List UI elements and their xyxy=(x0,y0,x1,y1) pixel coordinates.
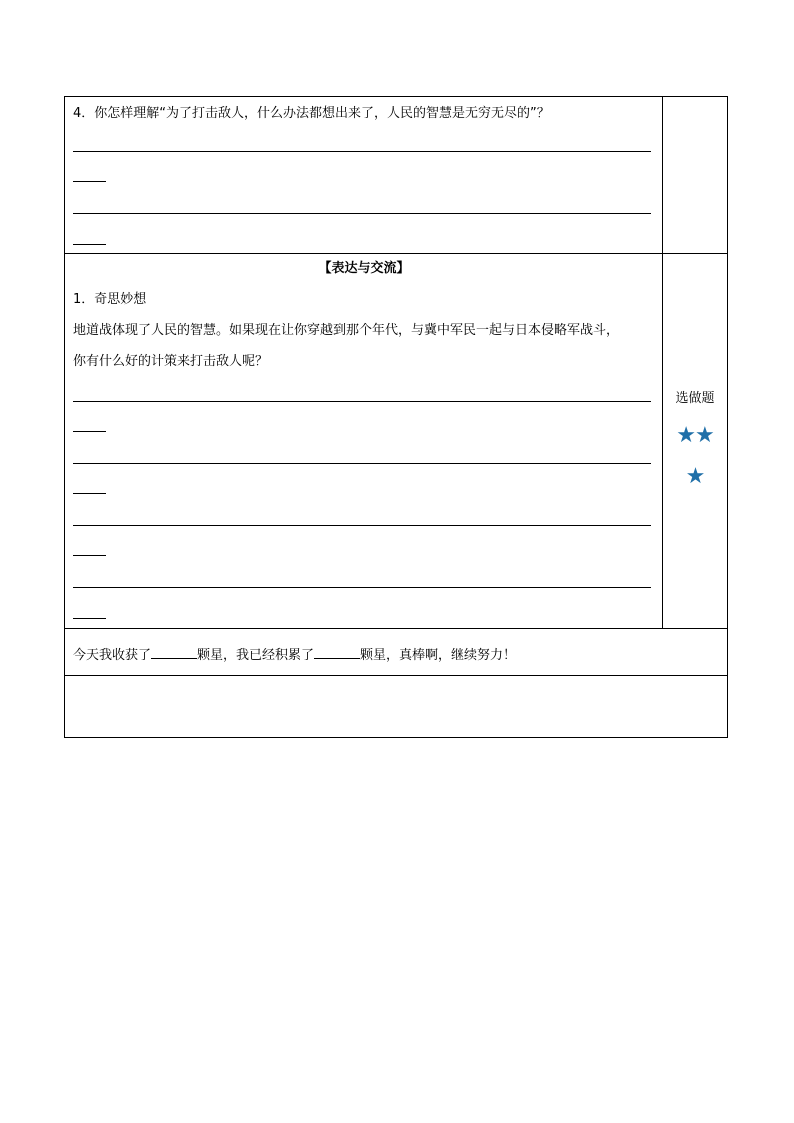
item-title-text: 奇思妙想 xyxy=(94,292,147,307)
answer-line-end[interactable] xyxy=(73,181,106,182)
summary-part-2: 颗星，我已经积累了 xyxy=(197,648,315,663)
expression-cell xyxy=(65,254,663,628)
answer-line[interactable] xyxy=(73,151,651,152)
answer-line-end[interactable] xyxy=(73,431,106,432)
answer-line[interactable] xyxy=(73,587,651,588)
prompt-line-1: 地道战体现了人民的智慧。如果现在让你穿越到那个年代，与冀中军民一起与日本侵略军战斗， xyxy=(73,323,620,338)
section-heading: 【表达与交流】 xyxy=(318,261,410,276)
item-number: 1． xyxy=(73,292,95,307)
expression-row xyxy=(65,254,727,629)
optional-label: 选做题 xyxy=(675,391,715,406)
question-4-row xyxy=(65,97,727,254)
question-4-side-cell xyxy=(663,97,727,253)
summary-part-1: 今天我收获了 xyxy=(73,648,152,663)
stars-earned-blank[interactable] xyxy=(151,644,197,659)
empty-row xyxy=(65,676,727,737)
prompt-line-2: 你有什么好的计策来打击敌人呢？ xyxy=(73,354,269,369)
answer-line-end[interactable] xyxy=(73,493,106,494)
answer-line-end[interactable] xyxy=(73,555,106,556)
worksheet-table xyxy=(64,96,728,738)
answer-line[interactable] xyxy=(73,401,651,402)
answer-line[interactable] xyxy=(73,463,651,464)
item-title xyxy=(73,291,146,309)
question-4-text xyxy=(73,105,550,123)
answer-line-end[interactable] xyxy=(73,618,106,619)
star-icon-row-2: ★ xyxy=(685,464,705,489)
question-4-number: 4． xyxy=(73,106,95,121)
answer-line[interactable] xyxy=(73,525,651,526)
summary-text xyxy=(73,644,516,665)
stars-total-blank[interactable] xyxy=(314,644,360,659)
answer-line-end[interactable] xyxy=(73,244,106,245)
star-icon-row-1: ★★ xyxy=(676,423,714,448)
summary-part-3: 颗星，真棒啊，继续努力！ xyxy=(360,648,517,663)
question-4-cell xyxy=(65,97,663,253)
summary-row xyxy=(65,629,727,676)
question-4-prompt: 你怎样理解“为了打击敌人，什么办法都想出来了，人民的智慧是无穷无尽的”？ xyxy=(94,106,550,121)
answer-line[interactable] xyxy=(73,213,651,214)
optional-cell xyxy=(663,254,727,628)
